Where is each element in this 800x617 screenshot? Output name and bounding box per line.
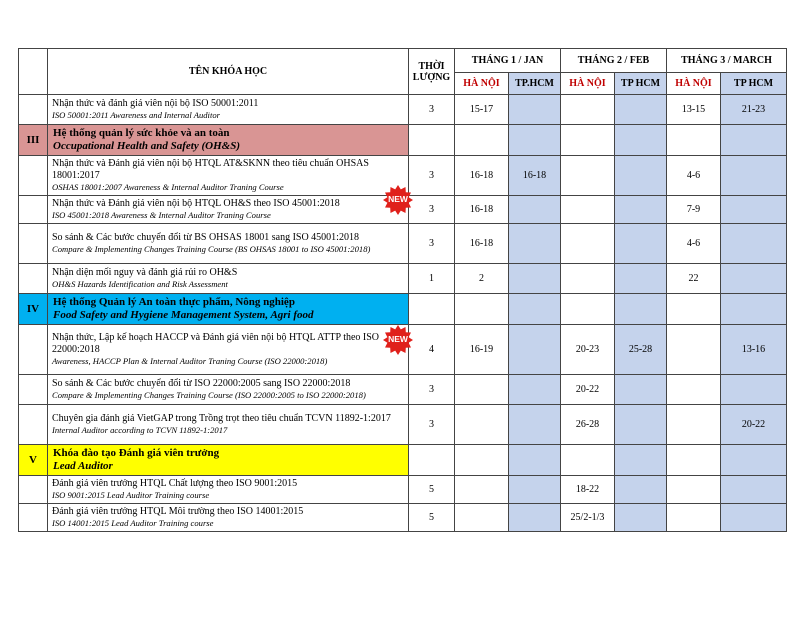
city-header-hcm: TP HCM bbox=[615, 73, 667, 95]
duration-cell: 3 bbox=[409, 196, 455, 224]
course-name-en: ISO 9001:2015 Lead Auditor Training course bbox=[52, 490, 210, 500]
date-cell bbox=[455, 125, 509, 156]
date-cell: 13-16 bbox=[721, 325, 787, 375]
date-cell bbox=[667, 405, 721, 445]
course-name-vi: Nhận thức và đánh giá viên nội bộ ISO 50001:2011 bbox=[52, 98, 259, 109]
schedule-body bbox=[19, 95, 787, 532]
course-row bbox=[19, 375, 787, 405]
date-cell bbox=[509, 125, 561, 156]
date-cell bbox=[561, 125, 615, 156]
course-row bbox=[19, 476, 787, 504]
date-cell bbox=[615, 476, 667, 504]
section-title-vi: Hệ thống quản lý sức khỏe và an toàn bbox=[53, 127, 230, 139]
section-title bbox=[48, 445, 409, 476]
row-index-cell bbox=[19, 375, 48, 405]
date-cell bbox=[721, 196, 787, 224]
date-cell bbox=[509, 294, 561, 325]
course-name-cell bbox=[48, 196, 409, 224]
date-cell bbox=[615, 445, 667, 476]
course-name-en: ISO 14001:2015 Lead Auditor Training course bbox=[52, 518, 214, 528]
date-cell: 16-19 bbox=[455, 325, 509, 375]
new-badge-icon bbox=[383, 185, 413, 215]
date-cell bbox=[721, 504, 787, 532]
date-cell bbox=[455, 476, 509, 504]
row-index-cell bbox=[19, 196, 48, 224]
date-cell: 21-23 bbox=[721, 95, 787, 125]
date-cell bbox=[509, 224, 561, 264]
date-cell: 26-28 bbox=[561, 405, 615, 445]
date-cell bbox=[667, 445, 721, 476]
section-row bbox=[19, 125, 787, 156]
date-cell: 20-22 bbox=[561, 375, 615, 405]
date-cell: 13-15 bbox=[667, 95, 721, 125]
row-index-cell bbox=[19, 95, 48, 125]
course-name-vi: Đánh giá viên trưởng HTQL Chất lượng theo ISO 9001:2015 bbox=[52, 478, 298, 489]
date-cell bbox=[455, 445, 509, 476]
course-name-vi: So sánh & Các bước chuyển đổi từ BS OHSAS 18001 sang ISO 45001:2018 bbox=[52, 232, 359, 243]
section-index: III bbox=[19, 125, 48, 156]
city-header-hcm: TP HCM bbox=[721, 73, 787, 95]
date-cell bbox=[615, 196, 667, 224]
duration-cell: 3 bbox=[409, 95, 455, 125]
date-cell bbox=[561, 224, 615, 264]
date-cell bbox=[721, 375, 787, 405]
row-index-cell bbox=[19, 405, 48, 445]
duration-cell: 5 bbox=[409, 504, 455, 532]
date-cell bbox=[721, 125, 787, 156]
course-name-vi: Nhận diện mối nguy và đánh giá rủi ro OH&S bbox=[52, 267, 238, 278]
date-cell bbox=[509, 476, 561, 504]
course-name-cell bbox=[48, 405, 409, 445]
date-cell bbox=[509, 445, 561, 476]
city-header-hanoi: HÀ NỘI bbox=[561, 73, 615, 95]
course-name-en: ISO 50001:2011 Awareness and Internal Auditor bbox=[52, 110, 220, 120]
section-title-en: Lead Auditor bbox=[53, 460, 113, 472]
course-name-en: Compare & Implementing Changes Training Course (ISO 22000:2005 to ISO 22000:2018) bbox=[52, 390, 366, 400]
section-title-vi: Hệ thống Quản lý An toàn thực phẩm, Nông nghiệp bbox=[53, 296, 295, 308]
course-name-en: Internal Auditor according to TCVN 11892-1:2017 bbox=[52, 425, 228, 435]
new-badge-icon bbox=[383, 325, 413, 355]
duration-cell: 3 bbox=[409, 375, 455, 405]
date-cell bbox=[667, 375, 721, 405]
course-name-vi: Chuyên gia đánh giá VietGAP trong Trồng trọt theo tiêu chuẩn TCVN 11892-1:2017 bbox=[52, 413, 391, 424]
date-cell bbox=[509, 95, 561, 125]
duration-cell bbox=[409, 294, 455, 325]
city-header-hanoi: HÀ NỘI bbox=[455, 73, 509, 95]
course-name-en: OH&S Hazards Identification and Risk Assessment bbox=[52, 279, 228, 289]
duration-cell: 3 bbox=[409, 224, 455, 264]
row-index-cell bbox=[19, 224, 48, 264]
date-cell bbox=[615, 125, 667, 156]
course-name-en: Awareness, HACCP Plan & Internal Auditor Traning Course (ISO 22000:2018) bbox=[52, 356, 328, 366]
date-cell bbox=[615, 95, 667, 125]
date-cell bbox=[561, 445, 615, 476]
date-cell bbox=[721, 224, 787, 264]
course-name-vi: Nhận thức, Lập kế hoạch HACCP và Đánh giá viên nội bộ HTQL ATTP theo ISO 22000:2018 bbox=[52, 332, 380, 355]
course-name-en: ISO 45001:2018 Awareness & Internal Auditor Traning Course bbox=[52, 210, 271, 220]
date-cell bbox=[667, 504, 721, 532]
date-cell: 18-22 bbox=[561, 476, 615, 504]
course-name-en: Compare & Implementing Changes Training Course (BS OHSAS 18001 to ISO 45001:2018) bbox=[52, 244, 371, 254]
date-cell bbox=[455, 375, 509, 405]
section-title-en: Food Safety and Hygiene Management System, Agri food bbox=[53, 309, 314, 321]
row-index-cell bbox=[19, 476, 48, 504]
section-title bbox=[48, 125, 409, 156]
date-cell bbox=[615, 294, 667, 325]
course-name-header: TÊN KHÓA HỌC bbox=[48, 49, 409, 95]
section-row bbox=[19, 445, 787, 476]
date-cell bbox=[721, 294, 787, 325]
row-index-cell bbox=[19, 264, 48, 294]
date-cell bbox=[509, 405, 561, 445]
section-row bbox=[19, 294, 787, 325]
date-cell bbox=[561, 156, 615, 196]
date-cell bbox=[561, 264, 615, 294]
course-row bbox=[19, 405, 787, 445]
duration-cell: 1 bbox=[409, 264, 455, 294]
date-cell bbox=[615, 405, 667, 445]
date-cell bbox=[667, 325, 721, 375]
date-cell bbox=[509, 264, 561, 294]
course-name-cell bbox=[48, 264, 409, 294]
date-cell: 16-18 bbox=[455, 196, 509, 224]
course-name-cell bbox=[48, 476, 409, 504]
date-cell bbox=[561, 196, 615, 224]
date-cell bbox=[615, 375, 667, 405]
course-name-cell bbox=[48, 325, 409, 375]
course-name-vi: So sánh & Các bước chuyển đổi từ ISO 22000:2005 sang ISO 22000:2018 bbox=[52, 378, 351, 389]
duration-cell: 3 bbox=[409, 156, 455, 196]
new-badge-label: NEW bbox=[388, 334, 408, 344]
date-cell: 16-18 bbox=[455, 224, 509, 264]
date-cell bbox=[615, 156, 667, 196]
course-name-cell bbox=[48, 95, 409, 125]
date-cell bbox=[667, 125, 721, 156]
date-cell bbox=[615, 224, 667, 264]
date-cell bbox=[509, 196, 561, 224]
date-cell bbox=[615, 504, 667, 532]
date-cell: 25-28 bbox=[615, 325, 667, 375]
city-header-hcm: TP.HCM bbox=[509, 73, 561, 95]
date-cell bbox=[721, 445, 787, 476]
date-cell: 2 bbox=[455, 264, 509, 294]
course-row bbox=[19, 264, 787, 294]
month-header-feb: THÁNG 2 / FEB bbox=[561, 49, 667, 73]
date-cell bbox=[455, 294, 509, 325]
date-cell: 20-22 bbox=[721, 405, 787, 445]
row-index-cell bbox=[19, 156, 48, 196]
new-badge-label: NEW bbox=[388, 194, 408, 204]
date-cell bbox=[667, 476, 721, 504]
duration-cell bbox=[409, 125, 455, 156]
course-name-vi: Nhận thức và Đánh giá viên nội bộ HTQL AT&SKNN theo tiêu chuẩn OHSAS 18001:2017 bbox=[52, 158, 369, 181]
training-schedule-table bbox=[18, 48, 787, 532]
date-cell bbox=[509, 325, 561, 375]
course-name-en: OSHAS 18001:2007 Awareness & Internal Auditor Traning Course bbox=[52, 182, 284, 192]
row-index-cell bbox=[19, 325, 48, 375]
section-title bbox=[48, 294, 409, 325]
date-cell bbox=[721, 156, 787, 196]
date-cell bbox=[721, 476, 787, 504]
date-cell bbox=[721, 264, 787, 294]
course-name-cell bbox=[48, 156, 409, 196]
duration-header: THỜI LƯỢNG bbox=[409, 49, 455, 95]
course-name-cell bbox=[48, 504, 409, 532]
date-cell: 25/2-1/3 bbox=[561, 504, 615, 532]
course-row bbox=[19, 504, 787, 532]
index-header bbox=[19, 49, 48, 95]
date-cell bbox=[561, 95, 615, 125]
month-header-jan: THÁNG 1 / JAN bbox=[455, 49, 561, 73]
date-cell bbox=[509, 375, 561, 405]
section-index: IV bbox=[19, 294, 48, 325]
duration-cell bbox=[409, 445, 455, 476]
date-cell bbox=[615, 264, 667, 294]
date-cell: 7-9 bbox=[667, 196, 721, 224]
date-cell bbox=[561, 294, 615, 325]
date-cell: 15-17 bbox=[455, 95, 509, 125]
section-title-vi: Khóa đào tạo Đánh giá viên trưởng bbox=[53, 447, 220, 459]
course-name-cell bbox=[48, 375, 409, 405]
date-cell: 16-18 bbox=[455, 156, 509, 196]
date-cell bbox=[455, 504, 509, 532]
duration-cell: 3 bbox=[409, 405, 455, 445]
course-name-vi: Nhận thức và Đánh giá viên nội bộ HTQL OH&S theo ISO 45001:2018 bbox=[52, 198, 340, 209]
row-index-cell bbox=[19, 504, 48, 532]
date-cell: 16-18 bbox=[509, 156, 561, 196]
date-cell: 20-23 bbox=[561, 325, 615, 375]
date-cell: 4-6 bbox=[667, 224, 721, 264]
course-name-vi: Đánh giá viên trưởng HTQL Môi trường theo ISO 14001:2015 bbox=[52, 506, 304, 517]
course-row bbox=[19, 224, 787, 264]
date-cell bbox=[509, 504, 561, 532]
city-header-hanoi: HÀ NỘI bbox=[667, 73, 721, 95]
date-cell: 22 bbox=[667, 264, 721, 294]
section-index: V bbox=[19, 445, 48, 476]
duration-cell: 4 bbox=[409, 325, 455, 375]
course-name-cell bbox=[48, 224, 409, 264]
section-title-en: Occupational Health and Safety (OH&S) bbox=[53, 140, 240, 152]
course-row bbox=[19, 95, 787, 125]
month-header-mar: THÁNG 3 / MARCH bbox=[667, 49, 787, 73]
date-cell bbox=[667, 294, 721, 325]
duration-cell: 5 bbox=[409, 476, 455, 504]
date-cell: 4-6 bbox=[667, 156, 721, 196]
date-cell bbox=[455, 405, 509, 445]
